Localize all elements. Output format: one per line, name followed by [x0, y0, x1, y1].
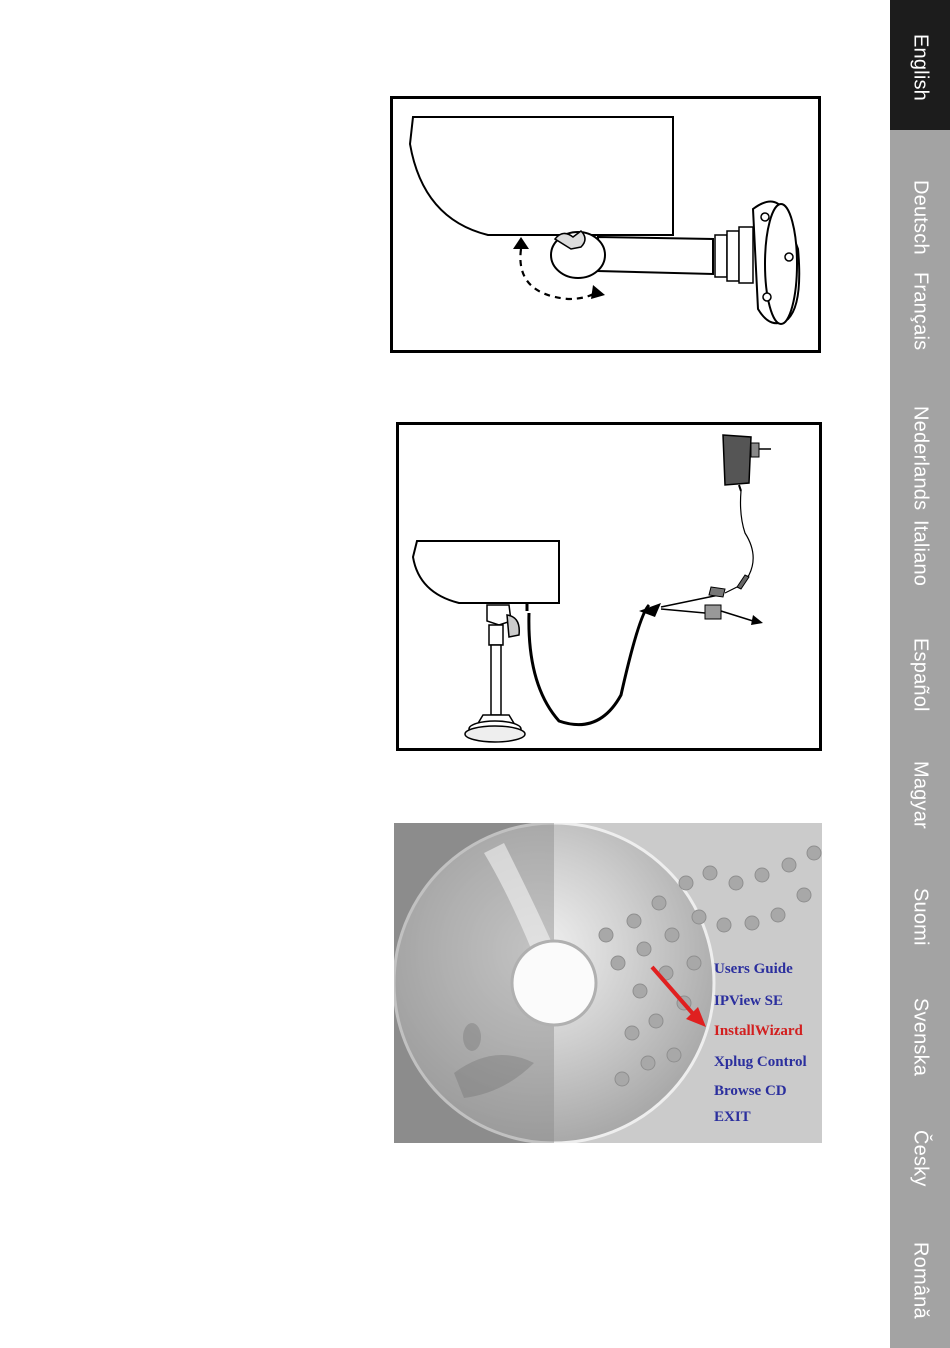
lang-tab-deutsch[interactable] — [890, 176, 950, 276]
lang-tab-italiano[interactable] — [890, 516, 950, 616]
lang-tab-label: Español — [909, 638, 932, 712]
lang-tab-cesky[interactable] — [890, 1126, 950, 1226]
lang-tab-francais[interactable] — [890, 268, 950, 368]
lang-tab-romana[interactable] — [890, 1238, 950, 1338]
menu-item-exit[interactable]: EXIT — [714, 1109, 751, 1125]
lang-tab-label: Română — [909, 1242, 932, 1319]
menu-item-ipview-se[interactable]: IPView SE — [714, 993, 784, 1009]
lang-tab-suomi[interactable] — [890, 884, 950, 984]
lang-tab-label: Česky — [909, 1130, 932, 1187]
lang-tab-label: Magyar — [909, 761, 932, 829]
lang-tab-label: Français — [909, 272, 932, 351]
language-sidebar — [890, 0, 950, 1348]
menu-item-xplug-control[interactable]: Xplug Control — [714, 1054, 807, 1070]
lang-tab-label: Nederlands — [909, 406, 932, 511]
figure-camera-power — [396, 422, 822, 751]
menu-item-browse-cd[interactable]: Browse CD — [714, 1083, 787, 1099]
lang-tab-label: English — [909, 34, 932, 101]
lang-tab-label: Deutsch — [909, 180, 932, 255]
figure-cd-menu — [394, 823, 822, 1143]
lang-tab-espanol[interactable] — [890, 634, 950, 734]
menu-item-users-guide[interactable]: Users Guide — [714, 961, 793, 977]
camera-power-illustration — [399, 425, 819, 748]
lang-tab-label: Suomi — [909, 888, 932, 946]
menu-item-install-wizard[interactable]: InstallWizard — [714, 1023, 803, 1039]
lang-tab-label: Svenska — [909, 998, 932, 1077]
figure-camera-mount — [390, 96, 821, 353]
camera-mount-illustration — [393, 99, 818, 350]
lang-tab-svenska[interactable] — [890, 994, 950, 1094]
lang-tab-english[interactable] — [890, 0, 950, 130]
lang-tab-label: Italiano — [909, 520, 932, 587]
lang-tab-nederlands[interactable] — [890, 402, 950, 512]
lang-tab-magyar[interactable] — [890, 757, 950, 857]
